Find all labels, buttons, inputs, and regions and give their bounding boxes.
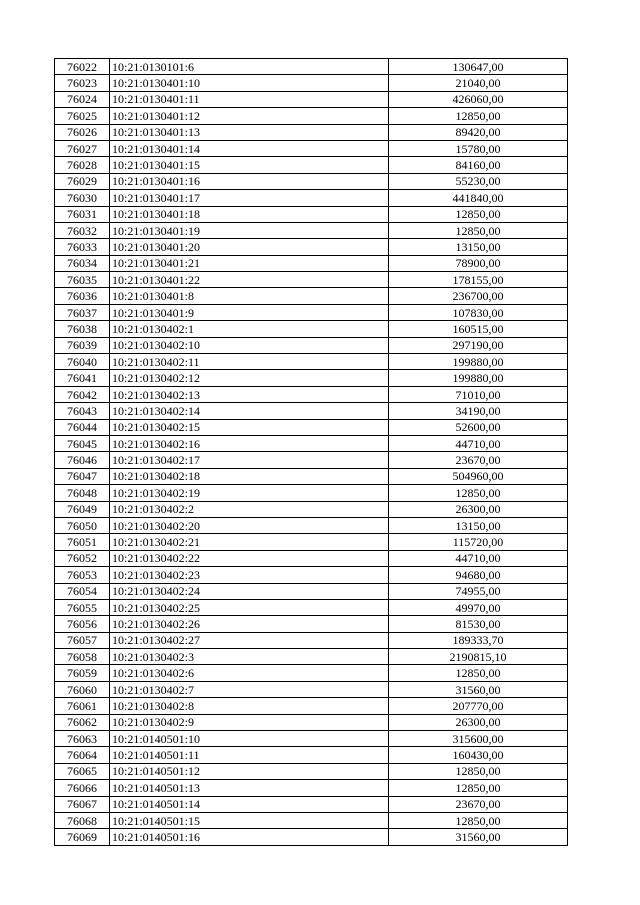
table-row [55, 75, 568, 91]
value-cell: 52600,00 [389, 419, 568, 435]
row-number-cell: 76044 [55, 419, 110, 435]
cadastral-number-cell: 10:21:0130402:1 [110, 321, 389, 337]
row-number-cell: 76049 [55, 501, 110, 517]
row-number-cell: 76048 [55, 485, 110, 501]
table-row [55, 796, 568, 812]
value-cell: 2190815,10 [389, 649, 568, 665]
value-cell: 130647,00 [389, 59, 568, 75]
cadastral-number-cell: 10:21:0130402:8 [110, 698, 389, 714]
table-row [55, 485, 568, 501]
table-row [55, 731, 568, 747]
value-cell: 12850,00 [389, 763, 568, 779]
row-number-cell: 76055 [55, 599, 110, 615]
cadastral-number-cell: 10:21:0130402:6 [110, 665, 389, 681]
row-number-cell: 76023 [55, 75, 110, 91]
value-cell: 12850,00 [389, 108, 568, 124]
cadastral-number-cell: 10:21:0130401:15 [110, 157, 389, 173]
value-cell: 441840,00 [389, 190, 568, 206]
value-cell: 74955,00 [389, 583, 568, 599]
table-row [55, 501, 568, 517]
row-number-cell: 76056 [55, 616, 110, 632]
row-number-cell: 76052 [55, 550, 110, 566]
value-cell: 12850,00 [389, 485, 568, 501]
cadastral-number-cell: 10:21:0130402:25 [110, 599, 389, 615]
cadastral-number-cell: 10:21:0130401:12 [110, 108, 389, 124]
table-row [55, 255, 568, 271]
table-row [55, 616, 568, 632]
row-number-cell: 76027 [55, 140, 110, 156]
value-cell: 236700,00 [389, 288, 568, 304]
row-number-cell: 76035 [55, 272, 110, 288]
value-cell: 21040,00 [389, 75, 568, 91]
cadastral-number-cell: 10:21:0130402:2 [110, 501, 389, 517]
value-cell: 31560,00 [389, 829, 568, 845]
cadastral-number-cell: 10:21:0130402:13 [110, 386, 389, 402]
table-row [55, 403, 568, 419]
row-number-cell: 76063 [55, 731, 110, 747]
table-row [55, 304, 568, 320]
cadastral-number-cell: 10:21:0130401:16 [110, 173, 389, 189]
row-number-cell: 76024 [55, 91, 110, 107]
row-number-cell: 76028 [55, 157, 110, 173]
table-row [55, 829, 568, 845]
cadastral-number-cell: 10:21:0130402:23 [110, 567, 389, 583]
value-cell: 15780,00 [389, 140, 568, 156]
cadastral-number-cell: 10:21:0140501:12 [110, 763, 389, 779]
table-row [55, 452, 568, 468]
value-cell: 12850,00 [389, 206, 568, 222]
row-number-cell: 76051 [55, 534, 110, 550]
cadastral-number-cell: 10:21:0130401:18 [110, 206, 389, 222]
table-row [55, 239, 568, 255]
cadastral-number-cell: 10:21:0130402:21 [110, 534, 389, 550]
value-cell: 115720,00 [389, 534, 568, 550]
cadastral-number-cell: 10:21:0130401:11 [110, 91, 389, 107]
row-number-cell: 76032 [55, 222, 110, 238]
cadastral-number-cell: 10:21:0130401:14 [110, 140, 389, 156]
table-row [55, 321, 568, 337]
row-number-cell: 76041 [55, 370, 110, 386]
row-number-cell: 76053 [55, 567, 110, 583]
row-number-cell: 76040 [55, 354, 110, 370]
row-number-cell: 76034 [55, 255, 110, 271]
row-number-cell: 76060 [55, 681, 110, 697]
cadastral-number-cell: 10:21:0140501:10 [110, 731, 389, 747]
value-cell: 12850,00 [389, 222, 568, 238]
value-cell: 84160,00 [389, 157, 568, 173]
cadastral-number-cell: 10:21:0130402:20 [110, 517, 389, 533]
value-cell: 34190,00 [389, 403, 568, 419]
value-cell: 23670,00 [389, 452, 568, 468]
table-row [55, 59, 568, 75]
row-number-cell: 76046 [55, 452, 110, 468]
value-cell: 297190,00 [389, 337, 568, 353]
table-row [55, 108, 568, 124]
table-row [55, 550, 568, 566]
row-number-cell: 76038 [55, 321, 110, 337]
value-cell: 49970,00 [389, 599, 568, 615]
value-cell: 12850,00 [389, 780, 568, 796]
table-row [55, 435, 568, 451]
cadastral-number-cell: 10:21:0130401:19 [110, 222, 389, 238]
cadastral-number-cell: 10:21:0130401:17 [110, 190, 389, 206]
value-cell: 189333,70 [389, 632, 568, 648]
cadastral-number-cell: 10:21:0130401:13 [110, 124, 389, 140]
table-row [55, 763, 568, 779]
cadastral-number-cell: 10:21:0130402:24 [110, 583, 389, 599]
table-row [55, 632, 568, 648]
value-cell: 199880,00 [389, 354, 568, 370]
value-cell: 23670,00 [389, 796, 568, 812]
row-number-cell: 76022 [55, 59, 110, 75]
value-cell: 13150,00 [389, 239, 568, 255]
row-number-cell: 76050 [55, 517, 110, 533]
value-cell: 207770,00 [389, 698, 568, 714]
value-cell: 315600,00 [389, 731, 568, 747]
value-cell: 160430,00 [389, 747, 568, 763]
table-row [55, 370, 568, 386]
value-cell: 44710,00 [389, 435, 568, 451]
cadastral-number-cell: 10:21:0130402:10 [110, 337, 389, 353]
table-row [55, 468, 568, 484]
row-number-cell: 76026 [55, 124, 110, 140]
table-row [55, 222, 568, 238]
cadastral-value-table [54, 58, 568, 846]
table-row [55, 665, 568, 681]
row-number-cell: 76043 [55, 403, 110, 419]
row-number-cell: 76030 [55, 190, 110, 206]
cadastral-number-cell: 10:21:0130402:15 [110, 419, 389, 435]
cadastral-number-cell: 10:21:0130402:9 [110, 714, 389, 730]
table-row [55, 534, 568, 550]
table-row [55, 419, 568, 435]
cadastral-number-cell: 10:21:0130402:16 [110, 435, 389, 451]
row-number-cell: 76067 [55, 796, 110, 812]
table-row [55, 681, 568, 697]
row-number-cell: 76068 [55, 812, 110, 828]
cadastral-number-cell: 10:21:0130402:11 [110, 354, 389, 370]
cadastral-number-cell: 10:21:0130402:14 [110, 403, 389, 419]
row-number-cell: 76059 [55, 665, 110, 681]
row-number-cell: 76061 [55, 698, 110, 714]
value-cell: 26300,00 [389, 501, 568, 517]
value-cell: 426060,00 [389, 91, 568, 107]
cadastral-number-cell: 10:21:0130402:18 [110, 468, 389, 484]
cadastral-number-cell: 10:21:0130402:7 [110, 681, 389, 697]
cadastral-number-cell: 10:21:0130401:21 [110, 255, 389, 271]
table-row [55, 140, 568, 156]
cadastral-number-cell: 10:21:0130402:22 [110, 550, 389, 566]
value-cell: 78900,00 [389, 255, 568, 271]
table-row [55, 337, 568, 353]
row-number-cell: 76029 [55, 173, 110, 189]
row-number-cell: 76037 [55, 304, 110, 320]
cadastral-number-cell: 10:21:0130402:19 [110, 485, 389, 501]
cadastral-number-cell: 10:21:0130402:12 [110, 370, 389, 386]
row-number-cell: 76036 [55, 288, 110, 304]
value-cell: 12850,00 [389, 812, 568, 828]
table-row [55, 747, 568, 763]
cadastral-number-cell: 10:21:0130401:10 [110, 75, 389, 91]
table-row [55, 649, 568, 665]
table-row [55, 698, 568, 714]
table-row [55, 206, 568, 222]
cadastral-number-cell: 10:21:0140501:11 [110, 747, 389, 763]
table-row [55, 714, 568, 730]
table-row [55, 583, 568, 599]
row-number-cell: 76033 [55, 239, 110, 255]
value-cell: 178155,00 [389, 272, 568, 288]
value-cell: 81530,00 [389, 616, 568, 632]
value-cell: 26300,00 [389, 714, 568, 730]
row-number-cell: 76045 [55, 435, 110, 451]
table-row [55, 288, 568, 304]
row-number-cell: 76047 [55, 468, 110, 484]
row-number-cell: 76066 [55, 780, 110, 796]
row-number-cell: 76058 [55, 649, 110, 665]
table-row [55, 190, 568, 206]
table-row [55, 599, 568, 615]
value-cell: 107830,00 [389, 304, 568, 320]
row-number-cell: 76065 [55, 763, 110, 779]
table-row [55, 780, 568, 796]
table-row [55, 157, 568, 173]
row-number-cell: 76042 [55, 386, 110, 402]
cadastral-number-cell: 10:21:0140501:16 [110, 829, 389, 845]
table-row [55, 124, 568, 140]
cadastral-number-cell: 10:21:0140501:15 [110, 812, 389, 828]
value-cell: 94680,00 [389, 567, 568, 583]
value-cell: 71010,00 [389, 386, 568, 402]
table-row [55, 386, 568, 402]
row-number-cell: 76054 [55, 583, 110, 599]
cadastral-number-cell: 10:21:0140501:14 [110, 796, 389, 812]
cadastral-number-cell: 10:21:0130402:17 [110, 452, 389, 468]
cadastral-number-cell: 10:21:0130401:8 [110, 288, 389, 304]
row-number-cell: 76039 [55, 337, 110, 353]
value-cell: 13150,00 [389, 517, 568, 533]
value-cell: 31560,00 [389, 681, 568, 697]
table-row [55, 354, 568, 370]
value-cell: 55230,00 [389, 173, 568, 189]
table-row [55, 517, 568, 533]
table-body [55, 59, 568, 846]
cadastral-number-cell: 10:21:0130402:26 [110, 616, 389, 632]
table-row [55, 812, 568, 828]
value-cell: 89420,00 [389, 124, 568, 140]
cadastral-number-cell: 10:21:0130401:22 [110, 272, 389, 288]
value-cell: 199880,00 [389, 370, 568, 386]
row-number-cell: 76025 [55, 108, 110, 124]
row-number-cell: 76031 [55, 206, 110, 222]
table-row [55, 173, 568, 189]
value-cell: 12850,00 [389, 665, 568, 681]
cadastral-number-cell: 10:21:0130401:9 [110, 304, 389, 320]
value-cell: 504960,00 [389, 468, 568, 484]
row-number-cell: 76062 [55, 714, 110, 730]
cadastral-number-cell: 10:21:0140501:13 [110, 780, 389, 796]
value-cell: 44710,00 [389, 550, 568, 566]
cadastral-number-cell: 10:21:0130402:27 [110, 632, 389, 648]
row-number-cell: 76069 [55, 829, 110, 845]
row-number-cell: 76064 [55, 747, 110, 763]
table-row [55, 91, 568, 107]
row-number-cell: 76057 [55, 632, 110, 648]
cadastral-number-cell: 10:21:0130401:20 [110, 239, 389, 255]
cadastral-number-cell: 10:21:0130402:3 [110, 649, 389, 665]
table-row [55, 567, 568, 583]
value-cell: 160515,00 [389, 321, 568, 337]
cadastral-number-cell: 10:21:0130101:6 [110, 59, 389, 75]
table-row [55, 272, 568, 288]
